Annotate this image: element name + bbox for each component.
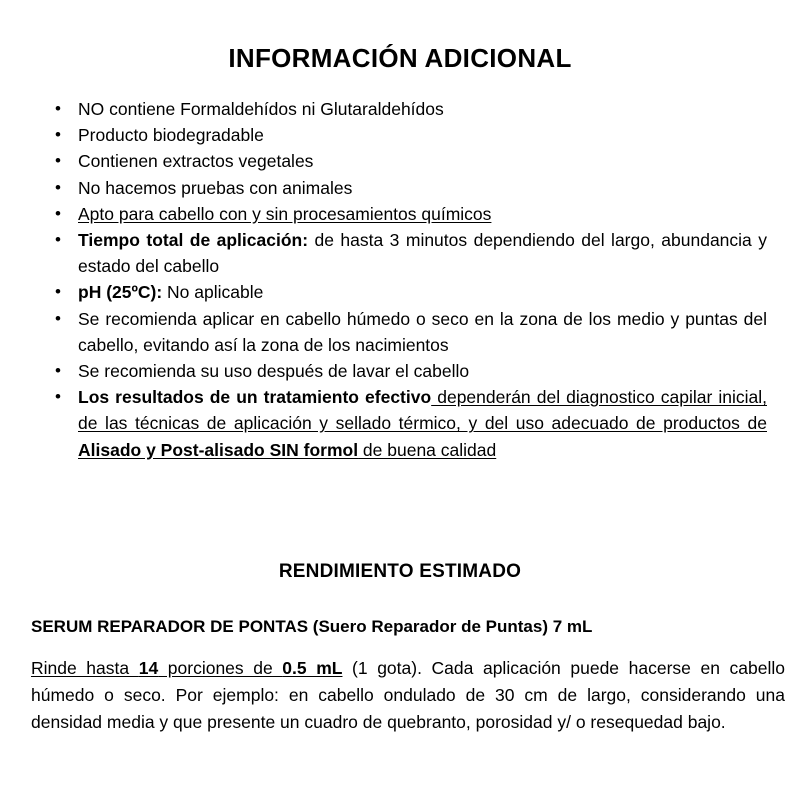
list-item	[55, 227, 767, 279]
yield-section-header	[0, 562, 800, 583]
additional-info-list	[55, 96, 767, 463]
product-name: SERUM REPARADOR DE PONTAS (Suero Reparador de Puntas) 7 mL	[31, 617, 593, 636]
bullet-text: No aplicable	[162, 282, 264, 303]
bullet-text: No hacemos pruebas con animales	[78, 177, 353, 198]
list-item	[55, 306, 767, 358]
page-title: INFORMACIÓN ADICIONAL	[228, 43, 572, 73]
bullet-text-underlined: dependerán del diagnostico capilar inicial, de las técnicas de aplicación y sellado térmico, y del uso adecuado de productos de	[78, 387, 767, 434]
bullet-text: Se recomienda aplicar en cabello húmedo o seco en la zona de los medio y puntas del cabello, evitando así la zona de los nacimientos	[78, 308, 767, 355]
bullet-text: de hasta 3 minutos dependiendo del largo, abundancia y estado del cabello	[78, 230, 767, 277]
yield-description	[31, 655, 785, 736]
list-item	[55, 279, 767, 305]
list-item	[55, 384, 767, 463]
list-item	[55, 122, 767, 148]
yield-underlined-mid: porciones de	[158, 658, 283, 679]
section-title: RENDIMIENTO ESTIMADO	[278, 561, 522, 582]
bullet-text: Se recomienda su uso después de lavar el cabello	[78, 361, 470, 382]
bullet-text: Producto biodegradable	[78, 125, 264, 146]
yield-rest-text: (1 gota). Cada aplicación puede hacerse en cabello húmedo o seco. Por ejemplo: en cabello ondulado de 30 cm de largo, considerando una densidad media y que presente un cuadro de quebranto, porosidad y/ o resequedad bajo.	[31, 658, 785, 733]
yield-portion-size: 0.5 mL	[282, 658, 343, 679]
bullet-text-underlined: de buena calidad	[358, 439, 497, 460]
list-item	[55, 175, 767, 201]
list-item	[55, 201, 767, 227]
list-item	[55, 358, 767, 384]
yield-underlined-lead: Rinde hasta	[31, 658, 139, 679]
yield-portions-count: 14	[138, 658, 159, 679]
bullet-lead-bold: Tiempo total de aplicación:	[78, 230, 309, 251]
list-item	[55, 148, 767, 174]
bullet-lead-bold: pH (25ºC):	[78, 282, 163, 303]
bullet-text: Contienen extractos vegetales	[78, 151, 314, 172]
bullet-text: NO contiene Formaldehídos ni Glutaraldehídos	[78, 99, 444, 119]
yield-section	[31, 617, 785, 736]
bullet-text-underlined: Apto para cabello con y sin procesamientos químicos	[78, 203, 492, 224]
bullet-text-bold-underlined: Alisado y Post-alisado SIN formol	[78, 439, 359, 460]
bullet-lead-bold: Los resultados de un tratamiento efectivo	[78, 387, 432, 408]
list-item	[55, 96, 767, 122]
